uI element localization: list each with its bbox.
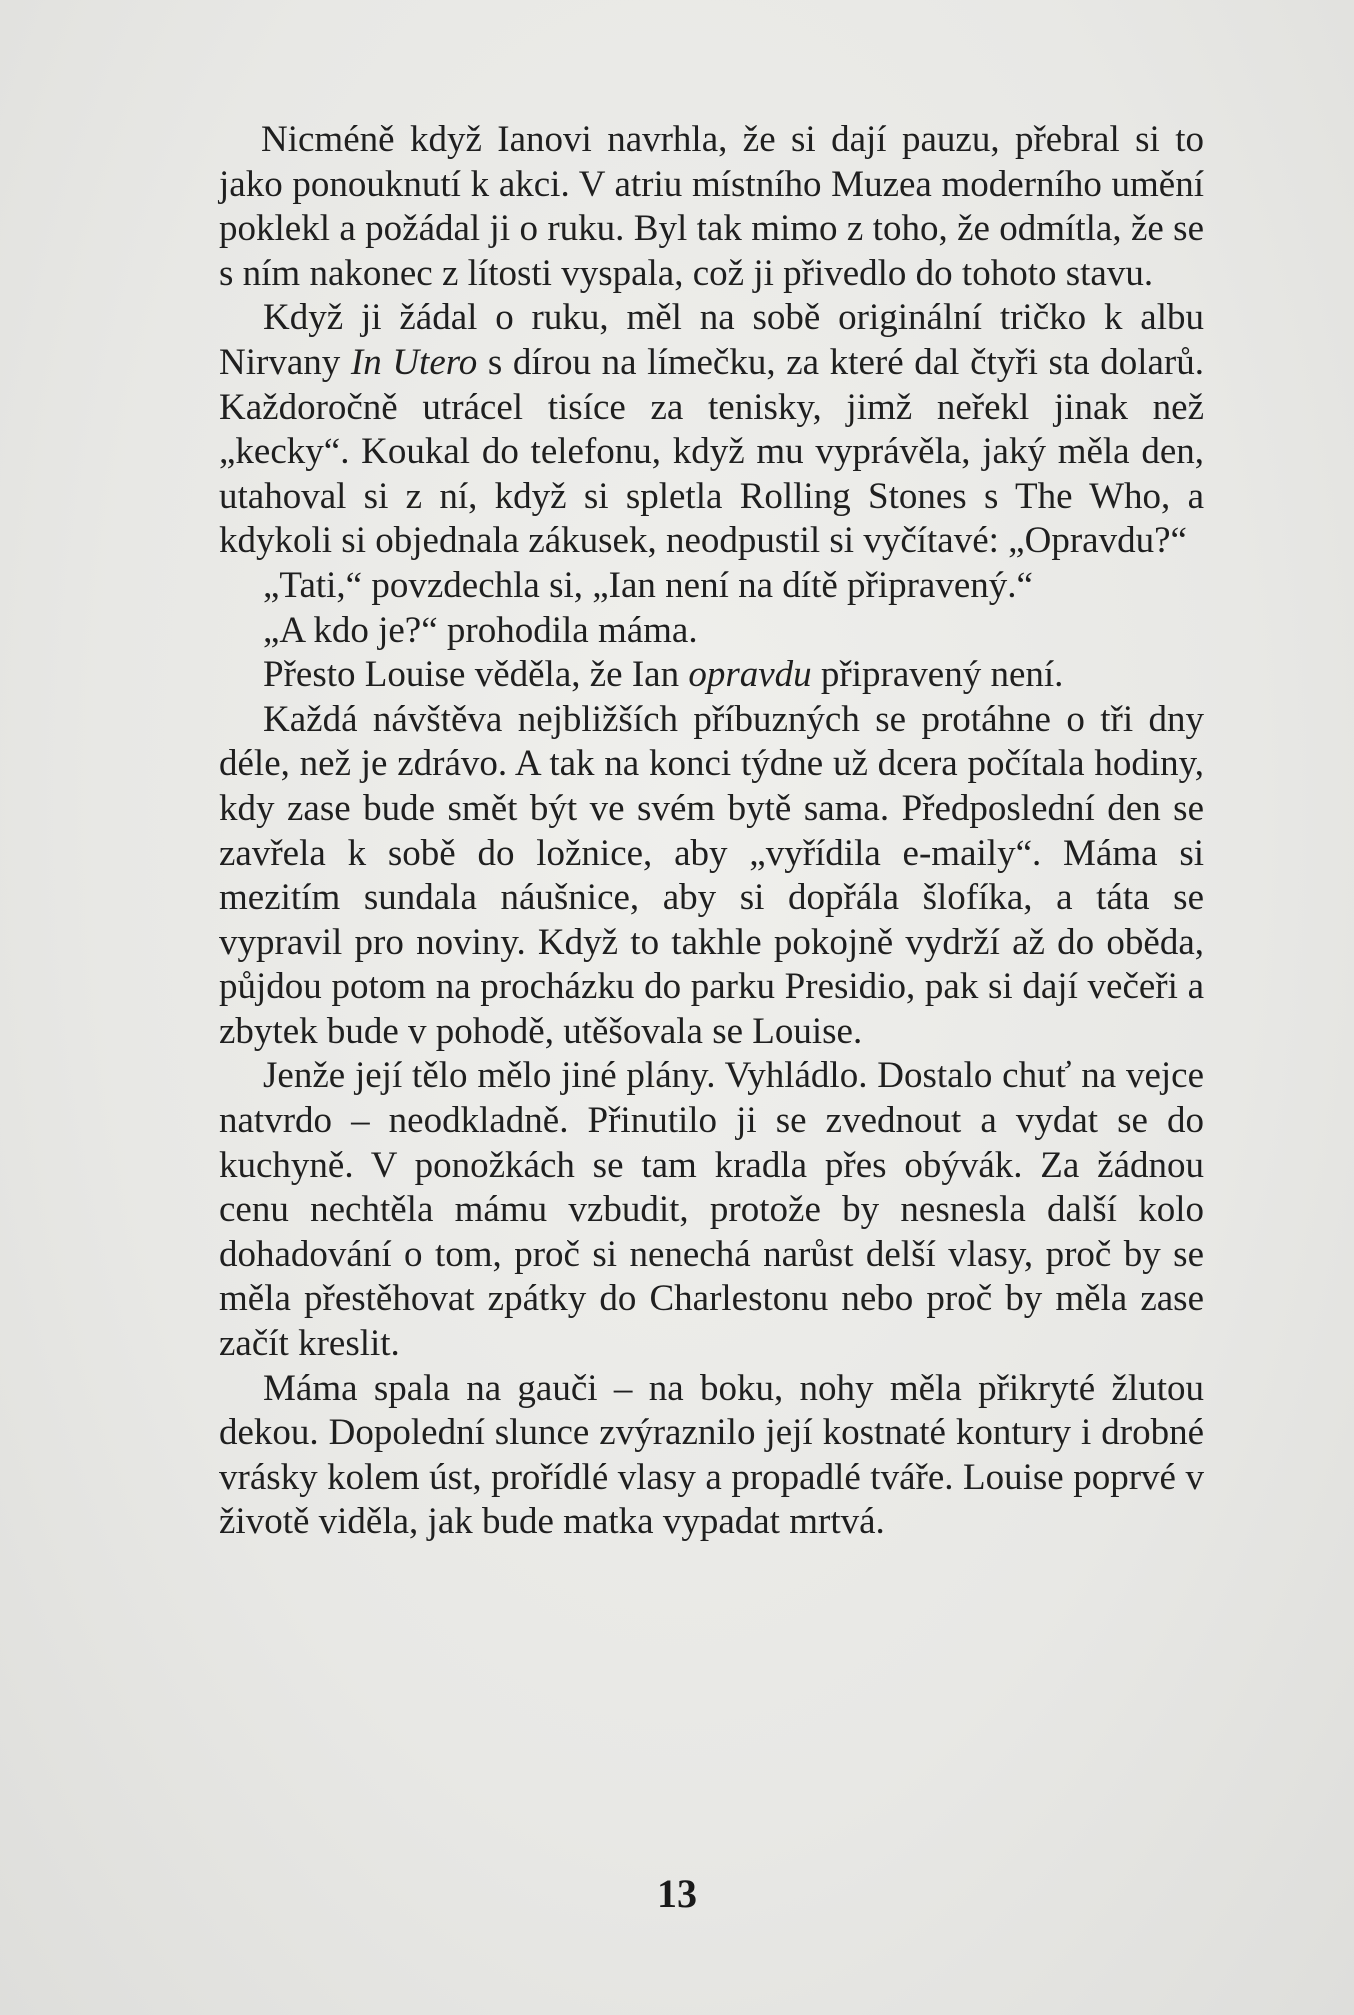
- paragraph-5-text-a: Přesto Louise věděla, že Ian: [263, 654, 689, 696]
- paragraph-3: [219, 564, 1204, 609]
- album-title: In Utero: [350, 341, 478, 383]
- paragraph-6-text: Každá návštěva nejbližších příbuzných se protáhne o tři dny déle, než je zdrávo. A tak na konci týdne už dcera počítala hodiny, kdy zase bude smět být ve svém bytě sama. Předposlední den se zavřela k sobě do ložnice, aby „vyřídila e-maily“. Máma si mezitím sundala náušnice, aby si dopřála šlofíka, a táta se vypravil pro noviny. Když to takhle pokojně vydrží až do oběda, půjdou potom na procházku do parku Presidio, pak si dají večeři a zbytek bude v pohodě, utěšovala se Louise.: [219, 698, 1204, 1052]
- paragraph-2: [219, 296, 1204, 564]
- paragraph-4: [219, 609, 1204, 654]
- page-number: 13: [657, 1871, 697, 1916]
- paragraph-2-text-b: s dírou na límečku, za které dal čtyři sta dolarů. Každoročně utrácel tisíce za tenisky, jimž neřekl jinak než „kecky“. Koukal do telefonu, když mu vyprávěla, jaký měla den, utahoval si z ní, když si spletla Rolling Stones s The Who, a kdykoli si objednala zákusek, neodpustil si vyčítavé: „Opravdu?“: [219, 341, 1204, 562]
- paragraph-4-text: „A kdo je?“ prohodila máma.: [263, 609, 698, 651]
- page-body: [219, 118, 1204, 1545]
- paragraph-1: [219, 118, 1204, 296]
- emphasis-word: opravdu: [688, 654, 812, 696]
- paragraph-8: [219, 1367, 1204, 1545]
- paragraph-1-text: Nicméně když Ianovi navrhla, že si dají pauzu, přebral si to jako ponouknutí k akci. V atriu místního Muzea moderního umění poklekl a požádal ji o ruku. Byl tak mimo z toho, že odmítla, že se s ním nakonec z lítosti vyspala, což ji přivedlo do tohoto stavu.: [219, 119, 1204, 294]
- paragraph-7-text: Jenže její tělo mělo jiné plány. Vyhládlo. Dostalo chuť na vejce natvrdo – neodkladně. Přinutilo ji se zvednout a vydat se do kuchyně. V ponožkách se tam kradla přes obývák. Za žádnou cenu nechtěla mámu vzbudit, protože by nesnesla další kolo dohadování o tom, proč si nenechá narůst delší vlasy, proč by se měla přestěhovat zpátky do Charlestonu nebo proč by měla zase začít kreslit.: [219, 1055, 1204, 1365]
- paragraph-6: [219, 698, 1204, 1055]
- paragraph-7: [219, 1054, 1204, 1366]
- paragraph-8-text: Máma spala na gauči – na boku, nohy měla přikryté žlutou dekou. Dopolední slunce zvýraznilo její kostnaté kontury i drobné vrásky kolem úst, prořídlé vlasy a propadlé tváře. Louise poprvé v životě viděla, jak bude matka vypadat mrtvá.: [219, 1367, 1204, 1543]
- paragraph-3-text: „Tati,“ povzdechla si, „Ian není na dítě připravený.“: [263, 564, 1033, 606]
- paragraph-5: [219, 653, 1204, 698]
- paragraph-5-text-b: připravený není.: [811, 654, 1064, 696]
- paragraph-2-text-a: Když ji žádal o ruku, měl na sobě originální tričko k albu Nirvany: [219, 297, 1204, 383]
